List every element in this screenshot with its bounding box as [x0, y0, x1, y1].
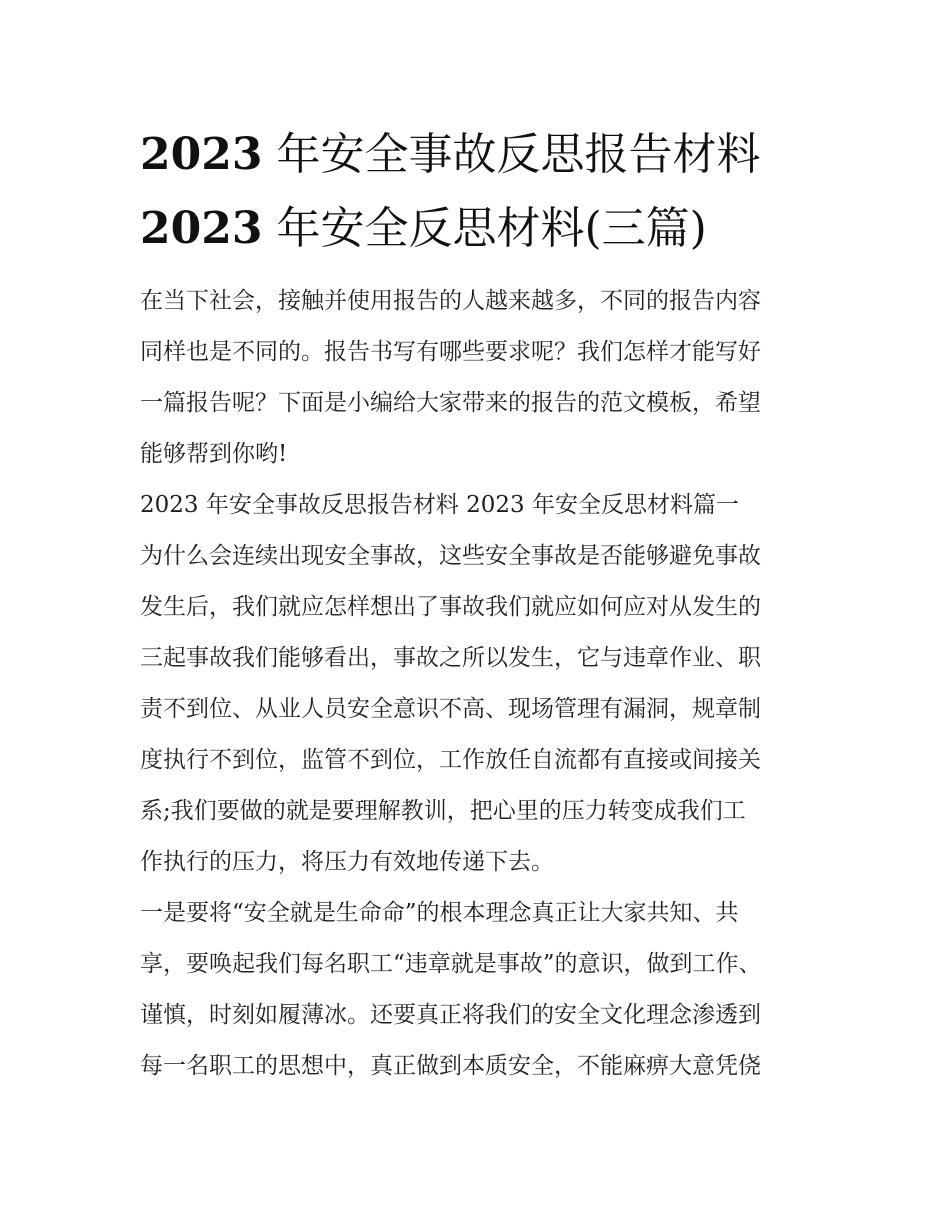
- body-line: 作执行的压力，将压力有效地传递下去。: [140, 849, 554, 875]
- title-text-2: 年安全反思材料(三篇): [262, 203, 707, 254]
- body-line: 每一名职工的思想中，真正做到本质安全，不能麻痹大意凭侥: [140, 1053, 761, 1079]
- section-heading: 2023 年安全事故反思报告材料 2023 年安全反思材料篇一: [140, 492, 739, 518]
- title-year-2: 2023: [140, 203, 263, 254]
- document-body: [140, 276, 820, 1092]
- body-line: 责不到位、从业人员安全意识不高、现场管理有漏洞，规章制: [140, 696, 761, 722]
- body-line: 在当下社会，接触并使用报告的人越来越多，不同的报告内容: [140, 288, 761, 314]
- body-line: 一篇报告呢？下面是小编给大家带来的报告的范文模板，希望: [140, 390, 761, 416]
- body-line: 三起事故我们能够看出，事故之所以发生，它与违章作业、职: [140, 645, 761, 671]
- title-year-1: 2023: [140, 129, 263, 180]
- title-text-1: 年安全事故反思报告材料: [262, 129, 761, 180]
- body-line: 谨慎，时刻如履薄冰。还要真正将我们的安全文化理念渗透到: [140, 1002, 761, 1028]
- body-line: 发生后，我们就应怎样想出了事故我们就应如何应对从发生的: [140, 594, 761, 620]
- body-line: 享，要唤起我们每名职工“违章就是事故”的意识，做到工作、: [140, 951, 762, 977]
- body-line: 一是要将“安全就是生命命”的根本理念真正让大家共知、共: [140, 900, 739, 926]
- body-line: 系;我们要做的就是要理解教训，把心里的压力转变成我们工: [140, 798, 746, 824]
- title-line-2: [140, 192, 820, 266]
- document-title: [140, 118, 820, 266]
- title-line-1: [140, 118, 820, 192]
- body-line: 同样也是不同的。报告书写有哪些要求呢？我们怎样才能写好: [140, 339, 761, 365]
- body-line: 为什么会连续出现安全事故，这些安全事故是否能够避免事故: [140, 543, 761, 569]
- body-line: 度执行不到位，监管不到位，工作放任自流都有直接或间接关: [140, 747, 761, 773]
- body-line: 能够帮到你哟!: [140, 441, 288, 467]
